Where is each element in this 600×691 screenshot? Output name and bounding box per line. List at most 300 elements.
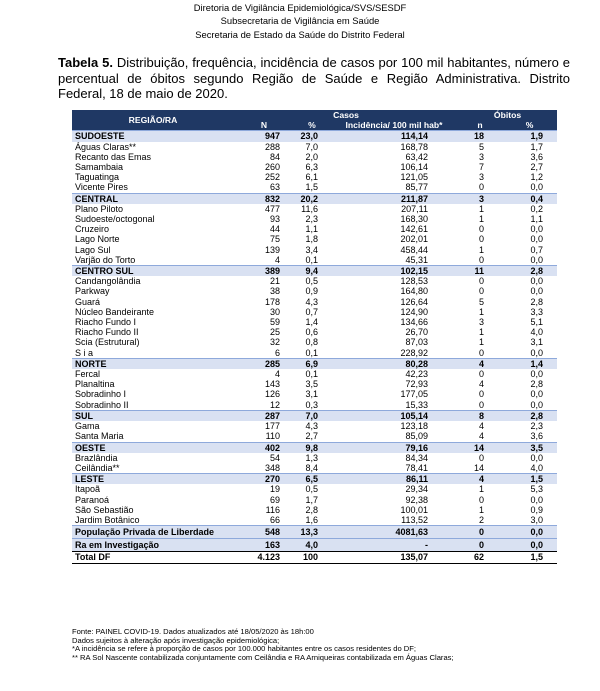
cases-n-cell: 12	[269, 399, 280, 410]
total-row	[72, 552, 557, 564]
table-title-label: Tabela 5.	[58, 55, 113, 70]
region-cell: Planaltina	[75, 379, 115, 390]
cases-pct-cell: 7,0	[305, 141, 318, 152]
cases-n-cell: 25	[269, 327, 280, 338]
incidence-cell: 168,78	[400, 141, 429, 152]
deaths-pct-cell: 0,0	[530, 347, 544, 358]
region-column-header: REGIÃO/RA	[72, 110, 234, 131]
deaths-n-cell: 0	[479, 276, 485, 287]
cases-pct-cell: 0,8	[305, 337, 318, 348]
cases-n-cell: 163	[234, 539, 294, 552]
deaths-n-cell: 7	[479, 162, 485, 173]
cases-pct-cell: 4,3	[305, 296, 318, 307]
deaths-n-cell: 0	[479, 389, 485, 400]
cases-pct-cell: 2,3	[305, 214, 318, 225]
cases-n-cell: 84	[269, 151, 280, 162]
deaths-pct-cell: 0,0	[530, 276, 544, 287]
incidence-cell: -	[330, 539, 458, 552]
table-row	[72, 152, 557, 162]
incidence-cell: 134,66	[400, 317, 429, 328]
region-cell: Plano Piloto	[75, 203, 124, 214]
cases-n-cell: 110	[265, 431, 280, 442]
incidence-cell: 86,11	[330, 474, 458, 485]
incidence-cell: 102,15	[330, 266, 458, 277]
table-row	[72, 327, 557, 337]
cases-pct-cell: 2,8	[305, 504, 318, 515]
incidence-cell: 164,80	[400, 286, 429, 297]
incidence-cell: 128,53	[400, 276, 429, 287]
incidence-cell: 106,14	[400, 162, 429, 173]
region-cell: Núcleo Bandeirante	[75, 306, 155, 317]
cases-n-cell: 947	[234, 131, 294, 142]
deaths-pct-cell: 2,3	[530, 421, 544, 432]
cases-n-header: N	[234, 120, 294, 131]
cases-n-cell: 75	[269, 234, 280, 245]
deaths-n-cell: 0	[479, 254, 485, 265]
region-cell: Total DF	[72, 552, 234, 564]
cases-pct-cell: 0,1	[305, 369, 318, 380]
table-row	[72, 245, 557, 255]
cases-n-cell: 63	[269, 182, 280, 193]
table-title	[58, 55, 570, 102]
cases-pct-cell: 0,9	[305, 286, 318, 297]
region-cell: População Privada de Liberdade	[72, 526, 234, 539]
deaths-n-cell: 0	[458, 539, 502, 552]
cases-pct-cell: 23,0	[294, 131, 330, 142]
deaths-n-cell: 8	[458, 410, 502, 421]
incidence-cell: 15,33	[405, 399, 429, 410]
region-cell: SUDOESTE	[72, 131, 234, 142]
deaths-pct-cell: 0,0	[530, 182, 544, 193]
incidence-cell: 4081,63	[330, 526, 458, 539]
deaths-pct-cell: 0,9	[530, 504, 544, 515]
region-cell: Santa Maria	[75, 431, 124, 442]
table-row	[72, 453, 557, 463]
group-row	[72, 131, 557, 142]
region-cell: LESTE	[72, 474, 234, 485]
table-body	[72, 131, 557, 564]
cases-n-cell: 348	[264, 462, 280, 473]
cases-pct-cell: 11,6	[301, 203, 318, 214]
deaths-n-cell: 5	[479, 141, 485, 152]
cases-pct-cell: 20,2	[294, 193, 330, 204]
cases-n-cell: 30	[269, 306, 280, 317]
region-cell: Candangolândia	[75, 276, 141, 287]
cases-pct-cell: 8,4	[305, 462, 318, 473]
footnote-source: Fonte: PAINEL COVID-19. Dados atualizados até 18/05/2020 às 18h:00	[72, 627, 314, 636]
table-row	[72, 182, 557, 193]
deaths-pct-cell: 4,0	[530, 462, 544, 473]
incidence-cell: 105,14	[330, 410, 458, 421]
table-row	[72, 234, 557, 244]
deaths-pct-cell: 0,2	[530, 203, 544, 214]
header-directorate: Diretoria de Vigilância Epidemiológica/SVS/SESDF	[193, 2, 407, 13]
cases-n-cell: 288	[264, 141, 280, 152]
group-row	[72, 526, 557, 539]
table-row	[72, 389, 557, 399]
cases-group-header: Casos	[234, 110, 458, 120]
deaths-pct-cell: 3,3	[530, 306, 544, 317]
cases-pct-cell: 1,5	[305, 182, 318, 193]
cases-pct-cell: 0,1	[305, 254, 318, 265]
group-row	[72, 474, 557, 485]
cases-pct-cell: 9,4	[294, 266, 330, 277]
incidence-cell: 114,14	[330, 131, 458, 142]
cases-n-cell: 4	[274, 369, 280, 380]
cases-n-cell: 143	[264, 379, 280, 390]
table-row	[72, 172, 557, 182]
deaths-pct-cell: 5,1	[530, 317, 544, 328]
incidence-cell: 29,34	[405, 484, 429, 495]
region-cell: Varjão do Torto	[75, 254, 136, 265]
region-cell: CENTRAL	[72, 193, 234, 204]
deaths-n-cell: 0	[479, 347, 485, 358]
deaths-pct-cell: 0,0	[530, 452, 544, 463]
cases-pct-cell: 0,5	[305, 276, 318, 287]
table-row	[72, 214, 557, 224]
cases-n-cell: 402	[234, 442, 294, 453]
cases-n-cell: 21	[269, 276, 280, 287]
cases-n-cell: 4.123	[234, 552, 294, 564]
cases-n-cell: 66	[269, 514, 280, 525]
deaths-pct-cell: 0,7	[530, 244, 544, 255]
header-subsecretariat: Subsecretaria de Vigilância em Saúde	[220, 15, 380, 26]
footnotes	[72, 628, 592, 662]
deaths-pct-cell: 0,0	[530, 224, 544, 235]
region-cell: SUL	[72, 410, 234, 421]
region-cell: Sobradinho I	[75, 389, 127, 400]
deaths-n-cell: 1	[479, 214, 485, 225]
cases-pct-cell: 0,6	[305, 327, 318, 338]
table-row	[72, 431, 557, 442]
cases-pct-cell: 6,9	[294, 358, 330, 369]
cases-n-cell: 139	[264, 244, 280, 255]
region-cell: Paranoá	[75, 494, 110, 505]
deaths-pct-cell: 1,1	[530, 214, 544, 225]
region-cell: Recanto das Emas	[75, 151, 152, 162]
cases-n-cell: 116	[265, 504, 280, 515]
cases-pct-cell: 7,0	[294, 410, 330, 421]
region-cell: Jardim Botânico	[75, 514, 140, 525]
group-row	[72, 442, 557, 453]
region-cell: Sobradinho II	[75, 399, 129, 410]
incidence-cell: 168,30	[400, 214, 429, 225]
incidence-cell: 45,31	[405, 254, 429, 265]
deaths-n-cell: 4	[479, 421, 485, 432]
cases-n-cell: 19	[269, 484, 280, 495]
deaths-pct-cell: 0,0	[502, 526, 557, 539]
cases-pct-cell: 1,3	[305, 452, 318, 463]
deaths-pct-cell: 0,0	[530, 286, 544, 297]
deaths-n-cell: 0	[479, 494, 485, 505]
deaths-pct-cell: 3,6	[530, 431, 544, 442]
cases-pct-cell: 1,8	[305, 234, 318, 245]
cases-pct-cell: 4,3	[305, 421, 318, 432]
cases-pct-cell: 1,6	[305, 514, 318, 525]
cases-n-cell: 285	[234, 358, 294, 369]
region-cell: Riacho Fundo II	[75, 327, 139, 338]
deaths-n-cell: 0	[479, 286, 485, 297]
deaths-n-cell: 4	[479, 431, 485, 442]
region-cell: Fercal	[75, 369, 101, 380]
deaths-n-cell: 11	[458, 266, 502, 277]
cases-n-cell: 69	[269, 494, 280, 505]
deaths-n-cell: 1	[479, 306, 485, 317]
incidence-cell: 85,77	[405, 182, 429, 193]
incidence-cell: 123,18	[400, 421, 429, 432]
deaths-pct-cell: 0,0	[530, 234, 544, 245]
table-row	[72, 400, 557, 411]
cases-n-cell: 6	[274, 347, 280, 358]
cases-n-cell: 477	[264, 203, 280, 214]
deaths-n-cell: 0	[479, 182, 485, 193]
table-row	[72, 286, 557, 296]
region-cell: Parkway	[75, 286, 110, 297]
deaths-n-cell: 1	[479, 244, 485, 255]
deaths-n-cell: 0	[479, 399, 485, 410]
region-cell: Vicente Pires	[75, 182, 128, 193]
region-cell: Riacho Fundo I	[75, 317, 137, 328]
deaths-pct-cell: 2,8	[530, 296, 544, 307]
table-row	[72, 204, 557, 214]
incidence-cell: 78,41	[405, 462, 429, 473]
cases-n-cell: 32	[269, 337, 280, 348]
deaths-n-cell: 1	[479, 327, 485, 338]
cases-n-cell: 59	[269, 317, 280, 328]
footnote-data-subject: Dados sujeitos à alteração após investigação epidemiológica;	[72, 635, 280, 645]
deaths-pct-cell: 5,3	[530, 484, 544, 495]
table-row	[72, 515, 557, 526]
deaths-n-cell: 4	[479, 379, 485, 390]
incidence-cell: 142,61	[400, 224, 429, 235]
deaths-pct-cell: 0,0	[530, 369, 544, 380]
deaths-group-header: Óbitos	[458, 110, 557, 120]
table-row	[72, 162, 557, 172]
deaths-pct-cell: 3,0	[530, 514, 544, 525]
incidence-cell: 100,01	[400, 504, 429, 515]
deaths-pct-cell: 1,5	[502, 474, 557, 485]
deaths-n-header: n	[458, 120, 502, 131]
incidence-cell: 177,05	[400, 389, 429, 400]
cases-pct-cell: 3,1	[305, 389, 318, 400]
deaths-n-cell: 0	[479, 224, 485, 235]
header-secretariat: Secretaria de Estado da Saúde do Distrito Federal	[195, 29, 405, 40]
cases-table	[72, 110, 557, 564]
cases-pct-cell: 1,7	[305, 494, 318, 505]
cases-pct-cell: 6,1	[305, 172, 318, 183]
cases-n-cell: 548	[234, 526, 294, 539]
incidence-header: Incidência/ 100 mil hab*	[330, 120, 458, 131]
incidence-cell: 92,38	[405, 494, 429, 505]
cases-n-cell: 93	[269, 214, 280, 225]
region-cell: CENTRO SUL	[72, 266, 234, 277]
region-cell: Guará	[75, 296, 101, 307]
cases-n-cell: 178	[264, 296, 280, 307]
incidence-cell: 135,07	[330, 552, 458, 564]
incidence-cell: 63,42	[405, 151, 429, 162]
region-cell: Sudoeste/octogonal	[75, 214, 155, 225]
region-cell: Itapoã	[75, 484, 101, 495]
region-cell: Brazlândia	[75, 452, 118, 463]
cases-n-cell: 832	[234, 193, 294, 204]
deaths-pct-cell: 0,0	[502, 539, 557, 552]
table-row	[72, 379, 557, 389]
incidence-cell: 85,09	[405, 431, 429, 442]
deaths-n-cell: 2	[479, 514, 485, 525]
deaths-n-cell: 5	[479, 296, 485, 307]
deaths-n-cell: 1	[479, 203, 485, 214]
incidence-cell: 124,90	[400, 306, 429, 317]
incidence-cell: 211,87	[330, 193, 458, 204]
cases-n-cell: 270	[234, 474, 294, 485]
deaths-pct-cell: 0,0	[530, 494, 544, 505]
cases-n-cell: 4	[274, 254, 280, 265]
region-cell: OESTE	[72, 442, 234, 453]
deaths-pct-header: %	[502, 120, 557, 131]
cases-pct-cell: 6,5	[294, 474, 330, 485]
region-cell: Ra em Investigação	[72, 539, 234, 552]
footnote-incidence: *A incidência se refere à proporção de casos por 100.000 habitantes entre os casos residentes do DF;	[72, 644, 417, 653]
table-row	[72, 255, 557, 266]
deaths-n-cell: 3	[479, 151, 485, 162]
deaths-n-cell: 0	[479, 452, 485, 463]
deaths-pct-cell: 0,0	[530, 399, 544, 410]
table-row	[72, 297, 557, 307]
incidence-cell: 87,03	[405, 337, 429, 348]
deaths-pct-cell: 4,0	[530, 327, 544, 338]
deaths-pct-cell: 1,9	[502, 131, 557, 142]
cases-pct-cell: 3,4	[305, 244, 318, 255]
region-cell: São Sebastião	[75, 504, 134, 515]
incidence-cell: 26,70	[405, 327, 429, 338]
cases-pct-cell: 6,3	[305, 162, 318, 173]
deaths-n-cell: 3	[479, 317, 485, 328]
table-row	[72, 348, 557, 359]
group-row	[72, 266, 557, 277]
group-row	[72, 539, 557, 552]
cases-pct-cell: 3,5	[305, 379, 318, 390]
deaths-n-cell: 14	[474, 462, 485, 473]
incidence-cell: 458,44	[400, 244, 429, 255]
group-row	[72, 410, 557, 421]
deaths-n-cell: 62	[458, 552, 502, 564]
cases-n-cell: 260	[264, 162, 280, 173]
table-row	[72, 307, 557, 317]
region-cell: Ceilândia**	[75, 462, 120, 473]
footnote-ra: ** RA Sol Nascente contabilizada conjuntamente com Ceilândia e RA Arniqueiras contabilizada em Águas Claras;	[72, 652, 454, 662]
region-cell: Lago Norte	[75, 234, 120, 245]
deaths-n-cell: 3	[458, 193, 502, 204]
table-row	[72, 337, 557, 347]
cases-n-cell: 252	[264, 172, 280, 183]
deaths-pct-cell: 2,8	[502, 410, 557, 421]
cases-pct-cell: 2,0	[305, 151, 318, 162]
deaths-pct-cell: 2,8	[502, 266, 557, 277]
table-row	[72, 276, 557, 286]
cases-n-cell: 54	[269, 452, 280, 463]
deaths-n-cell: 1	[479, 337, 485, 348]
deaths-pct-cell: 1,7	[530, 141, 544, 152]
region-cell: Lago Sul	[75, 244, 111, 255]
deaths-pct-cell: 1,4	[502, 358, 557, 369]
deaths-pct-cell: 3,5	[502, 442, 557, 453]
incidence-cell: 84,34	[405, 452, 429, 463]
group-row	[72, 193, 557, 204]
cases-n-cell: 38	[269, 286, 280, 297]
deaths-pct-cell: 3,1	[530, 337, 544, 348]
region-cell: Cruzeiro	[75, 224, 110, 235]
cases-n-cell: 126	[264, 389, 280, 400]
incidence-cell: 79,16	[330, 442, 458, 453]
deaths-pct-cell: 0,0	[530, 254, 544, 265]
deaths-pct-cell: 2,7	[530, 162, 544, 173]
table-row	[72, 317, 557, 327]
group-row	[72, 358, 557, 369]
incidence-cell: 72,93	[405, 379, 429, 390]
incidence-cell: 121,05	[400, 172, 429, 183]
region-cell: Scia (Estrutural)	[75, 337, 140, 348]
deaths-n-cell: 1	[479, 484, 485, 495]
deaths-n-cell: 0	[479, 369, 485, 380]
deaths-pct-cell: 0,0	[530, 389, 544, 400]
cases-pct-cell: 100	[294, 552, 330, 564]
cases-pct-cell: 2,7	[305, 431, 318, 442]
region-cell: NORTE	[72, 358, 234, 369]
cases-n-cell: 44	[269, 224, 280, 235]
incidence-cell: 80,28	[330, 358, 458, 369]
cases-pct-cell: 13,3	[294, 526, 330, 539]
incidence-cell: 126,64	[400, 296, 429, 307]
deaths-n-cell: 18	[458, 131, 502, 142]
table-row	[72, 421, 557, 431]
region-cell: Águas Claras**	[75, 141, 137, 152]
cases-pct-cell: 0,5	[305, 484, 318, 495]
cases-n-cell: 389	[234, 266, 294, 277]
deaths-pct-cell: 3,6	[530, 151, 544, 162]
cases-pct-cell: 1,1	[305, 224, 318, 235]
table-title-text: Distribuição, frequência, incidência de casos por 100 mil habitantes, número e percentual de óbitos segundo Região de Saúde e Região Administrativa. Distrito Federal, 18 de maio de 2020.	[58, 55, 570, 101]
region-cell: Gama	[75, 421, 100, 432]
table-row	[72, 484, 557, 494]
incidence-cell: 42,23	[405, 369, 429, 380]
region-cell: Taguatinga	[75, 172, 120, 183]
cases-pct-cell: 1,4	[305, 317, 318, 328]
incidence-cell: 207,11	[401, 203, 429, 214]
incidence-cell: 113,52	[401, 514, 429, 525]
deaths-pct-cell: 0,4	[502, 193, 557, 204]
deaths-pct-cell: 1,2	[530, 172, 544, 183]
deaths-n-cell: 0	[458, 526, 502, 539]
cases-pct-cell: 4,0	[294, 539, 330, 552]
table-row	[72, 224, 557, 234]
region-cell: Samambaia	[75, 162, 124, 173]
table-row	[72, 369, 557, 379]
cases-pct-cell: 9,8	[294, 442, 330, 453]
cases-pct-cell: 0,1	[305, 347, 318, 358]
deaths-n-cell: 3	[479, 172, 485, 183]
cases-pct-cell: 0,3	[305, 399, 318, 410]
incidence-cell: 228,92	[400, 347, 429, 358]
table-row	[72, 495, 557, 505]
cases-n-cell: 287	[234, 410, 294, 421]
deaths-n-cell: 0	[479, 234, 485, 245]
cases-n-cell: 177	[264, 421, 280, 432]
cases-pct-cell: 0,7	[305, 306, 318, 317]
deaths-pct-cell: 1,5	[502, 552, 557, 564]
table-row	[72, 463, 557, 474]
incidence-cell: 202,01	[400, 234, 429, 245]
deaths-n-cell: 4	[458, 474, 502, 485]
